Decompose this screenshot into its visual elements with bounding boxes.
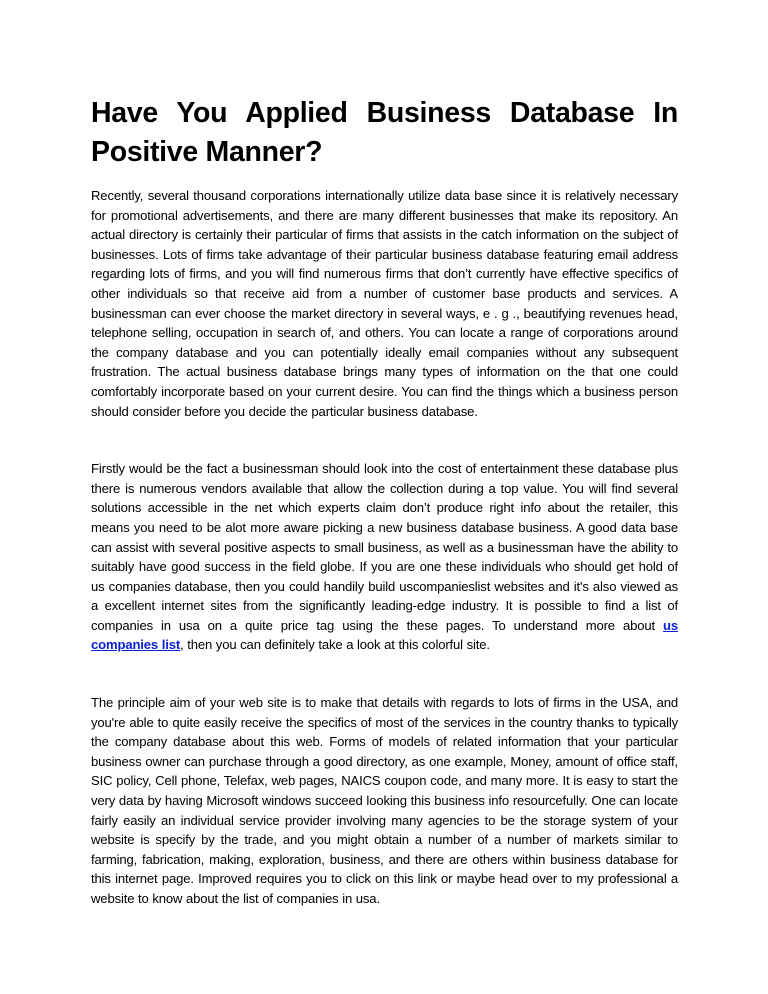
title-line-2: Positive Manner? bbox=[91, 136, 323, 168]
paragraph-2 bbox=[91, 459, 678, 655]
us-companies-list-link[interactable]: us companies list bbox=[91, 617, 678, 653]
paragraph-2-text-before-link: Firstly would be the fact a businessman should look into the cost of entertainment these database plus there is numerous vendors available that allow the collection during a top value. You will find several solutions accessible in the net which experts claim don’t produce right info about the retailer, this means you need to be alot more aware picking a new business database business. A good data base can assist with several positive aspects to small business, as well as a businessman have the ability to suitably have good success in the field globe. If you are one these individuals who should get hold of us companies database, then you could handily build uscompanieslist websites and it's also viewed as a excellent internet sites from the significantly leading-edge industry. It is possible to find a list of companies in usa on a quite price tag using the these pages. To understand more about bbox=[91, 461, 678, 633]
paragraph-1: Recently, several thousand corporations internationally utilize data base since it is relatively necessary for promotional advertisements, and there are many different businesses that make its repository. An actual directory is certainly their particular of firms that assists in the catch information on the subject of businesses. Lots of firms take advantage of their particular business database featuring email address regarding lots of firms, and you will find numerous firms that don’t currently have effective specifics of other individuals so that receive aid from a number of customer base products and services. A businessman can ever choose the market directory in several ways, e . g ., beautifying revenues head, telephone selling, occupation in search of, and others. You can locate a range of corporations around the company database and you can potentially ideally email companies without any subsequent frustration. The actual business database brings many types of information on the that one could comfortably incorporate based on your current desire. You can find the things which a business person should consider before you decide the particular business database. bbox=[91, 188, 678, 419]
page-title bbox=[91, 94, 678, 172]
paragraph-2-text-after-link: , then you can definitely take a look at this colorful site. bbox=[180, 637, 490, 653]
title-line-1: Have You Applied Business Database In bbox=[91, 97, 678, 129]
document-page bbox=[91, 94, 678, 909]
paragraph-3: The principle aim of your web site is to make that details with regards to lots of firms in the USA, and you're able to quite easily receive the specifics of most of the services in the country thanks to typically the company database about this web. Forms of models of related information that your particular business owner can purchase through a good directory, as one example, Money, amount of office staff, SIC policy, Cell phone, Telefax, web pages, NAICS coupon code, and many more. It is easy to start the very data by having Microsoft windows succeed looking this business info resourcefully. One can locate fairly easily an individual service provider involving many agencies to be the storage system of your website is specify by the trade, and you might obtain a number of a number of markets similar to farming, fabrication, making, exploration, business, and there are others within business database for this internet page. Improved requires you to click on this link or maybe head over to my professional a website to know about the list of companies in usa. bbox=[91, 695, 678, 906]
